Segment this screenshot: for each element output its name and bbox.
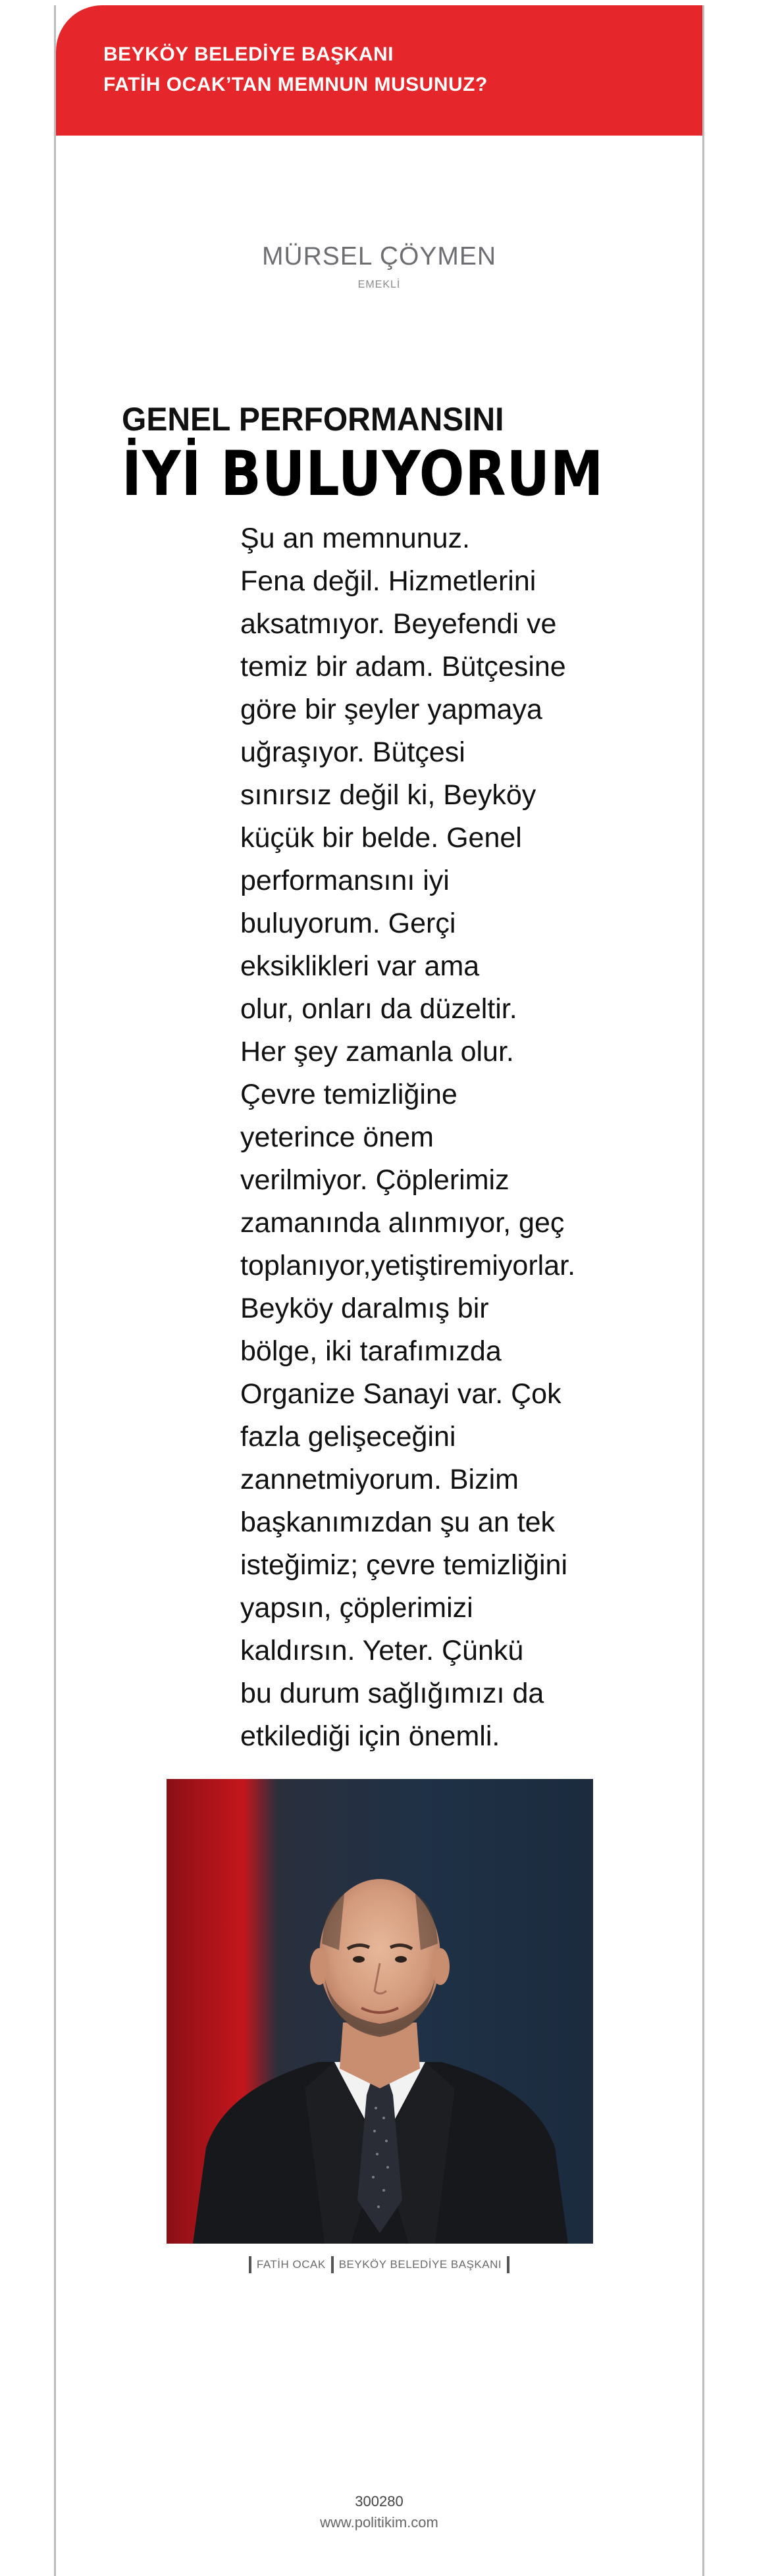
- article-body: [240, 517, 609, 1758]
- body-line: etkilediği için önemli.: [240, 1720, 500, 1752]
- header-banner: [56, 5, 702, 136]
- photo-caption: [56, 2256, 702, 2273]
- headline-line-2: İYİ BULUYORUM: [122, 438, 604, 510]
- banner-title-line-1: BEYKÖY BELEDİYE BAŞKANI: [103, 43, 394, 65]
- portrait-photo: [167, 1779, 593, 2244]
- body-line: Beyköy daralmış bir: [240, 1293, 489, 1324]
- body-line: buluyorum. Gerçi: [240, 908, 456, 939]
- body-line: zamanında alınmıyor, geç: [240, 1207, 565, 1239]
- body-line: küçük bir belde. Genel: [240, 822, 522, 854]
- body-line: isteğimiz; çevre temizliğini: [240, 1549, 568, 1581]
- footer-website-link[interactable]: www.politikim.com: [320, 2514, 438, 2531]
- body-line: göre bir şeyler yapmaya: [240, 694, 542, 725]
- body-line: Organize Sanayi var. Çok: [240, 1378, 561, 1410]
- body-line: bu durum sağlığımızı da: [240, 1678, 544, 1709]
- author-name: MÜRSEL ÇÖYMEN: [261, 242, 497, 270]
- caption-person-title: BEYKÖY BELEDİYE BAŞKANI: [338, 2258, 502, 2271]
- banner-title-line-2: FATİH OCAK’TAN MEMNUN MUSUNUZ?: [103, 74, 488, 95]
- headline-line-1: GENEL PERFORMANSINI: [122, 401, 504, 438]
- body-line: Fena değil. Hizmetlerini: [240, 565, 536, 597]
- body-line: yeterince önem: [240, 1121, 434, 1153]
- body-line: uğraşıyor. Bütçesi: [240, 736, 465, 768]
- body-line: performansını iyi: [240, 865, 450, 896]
- caption-divider: [249, 2256, 251, 2273]
- body-line: kaldırsın. Yeter. Çünkü: [240, 1635, 524, 1666]
- body-line: aksatmıyor. Beyefendi ve: [240, 608, 557, 640]
- body-line: Şu an memnunuz.: [240, 523, 470, 554]
- caption-divider: [331, 2256, 334, 2273]
- body-line: Her şey zamanla olur.: [240, 1036, 514, 1068]
- caption-divider: [507, 2256, 509, 2273]
- body-line: fazla gelişeceğini: [240, 1421, 456, 1453]
- body-line: Çevre temizliğine: [240, 1079, 457, 1110]
- body-line: yapsın, çöplerimizi: [240, 1592, 473, 1624]
- body-line: sınırsız değil ki, Beyköy: [240, 779, 536, 811]
- body-line: eksiklikleri var ama: [240, 950, 480, 982]
- body-line: başkanımızdan şu an tek: [240, 1507, 556, 1538]
- body-line: bölge, iki tarafımızda: [240, 1335, 502, 1367]
- author-role: EMEKLİ: [357, 279, 401, 290]
- body-line: toplanıyor,yetiştiremiyorlar.: [240, 1250, 576, 1281]
- portrait-illustration: [167, 1779, 593, 2244]
- body-line: olur, onları da düzeltir.: [240, 993, 517, 1025]
- article-card: [54, 5, 704, 2576]
- caption-person-name: FATİH OCAK: [256, 2258, 326, 2271]
- body-line: temiz bir adam. Bütçesine: [240, 651, 566, 683]
- body-line: verilmiyor. Çöplerimiz: [240, 1164, 509, 1196]
- body-line: zannetmiyorum. Bizim: [240, 1464, 519, 1495]
- footer-code: 300280: [355, 2493, 404, 2510]
